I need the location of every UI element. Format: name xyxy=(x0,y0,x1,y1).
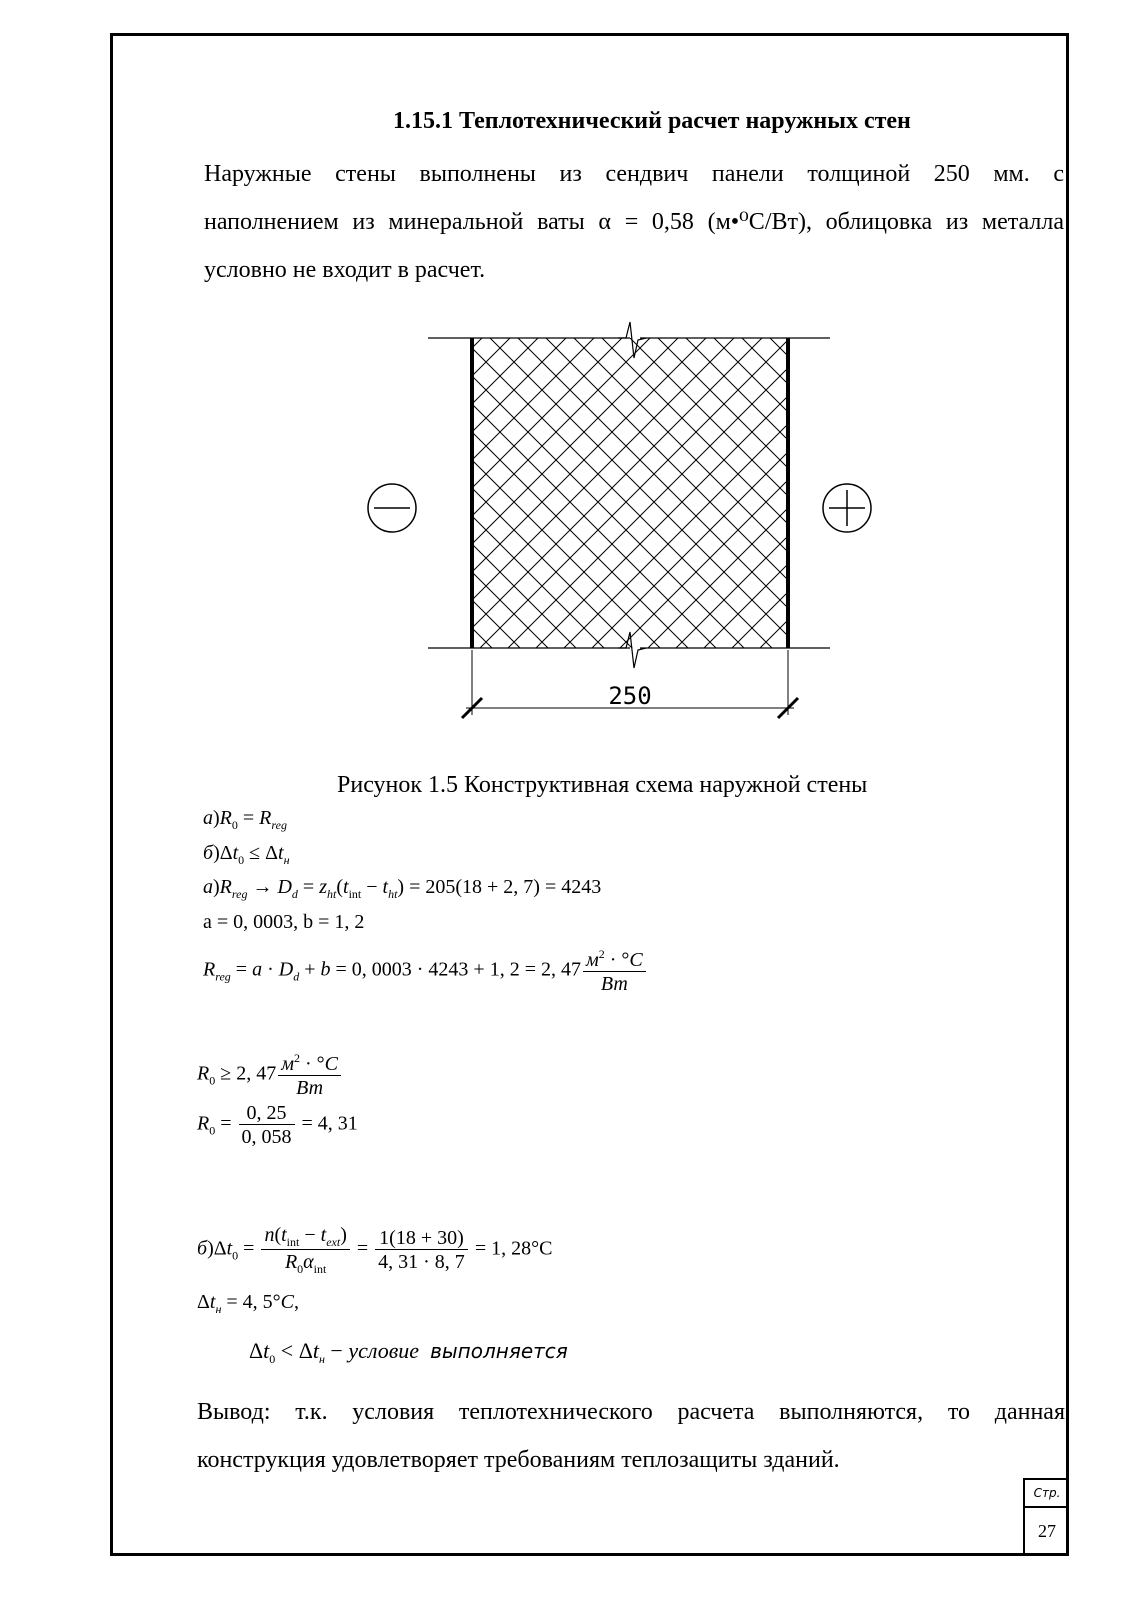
intro-line: Наружные стены выполнены из сендвич панели толщиной 250 мм. с xyxy=(204,161,1064,187)
formula-8-result: = 1, 28°C xyxy=(469,1237,553,1260)
formula-3: $а)R_{reg} \to D_d = z_{ht}(t_{int} - t_{ht}) = 205(18 + 2$, 7) = 4243 xyxy=(203,876,602,901)
formula-10: $\Delta t_0 < \Delta t_н$ − условие выполняется xyxy=(249,1338,568,1366)
intro-line: наполнением из минеральной ваты α = 0,58 (м•⁰С/Вт), облицовка из металла xyxy=(204,209,1064,235)
frac-den: 4, 31 · 8, 7 xyxy=(378,1251,465,1273)
minus-icon xyxy=(368,484,416,532)
conclusion-line: Вывод: т.к. условия теплотехнического расчета выполняются, то данная xyxy=(197,1399,1065,1425)
formula-4: a = 0, 0003, b = 1, 2 xyxy=(203,911,365,933)
formula-8: $б)\Delta t_0$ = $\frac{n(t_{int} - t_{ext})}{R_0\alpha_{int}}$ = $\frac{1(18 + 30)}{4, 31 \cdot 8, 7}$ = 1, 28°C xyxy=(197,1224,553,1276)
conclusion-line: конструкция удовлетворяет требованиям теплозащиты зданий. xyxy=(197,1447,840,1473)
frac-den: 0, 058 xyxy=(241,1126,292,1148)
formula-7-result: = 4, 31 xyxy=(296,1112,358,1135)
plus-icon xyxy=(823,484,871,532)
formula-9: $\Delta t_н = 4$, 5°C, xyxy=(197,1291,300,1316)
page-stamp xyxy=(1023,1478,1069,1556)
frac-num: 0, 25 xyxy=(239,1103,295,1125)
intro-line: условно не входит в расчет. xyxy=(204,257,486,283)
formula-6: $R_0 \ge 2$, 47 $\frac{м^2 \cdot ^\circ C}{Вт}$ xyxy=(197,1052,343,1098)
formula-7: $R_0$ = $\frac{0, 25}{0, 058}$ = 4, 31 xyxy=(197,1102,358,1148)
wall-section-figure xyxy=(360,320,900,740)
formula-1: $а)R_0 = R_{reg}$ xyxy=(203,807,287,832)
conclusion-paragraph xyxy=(197,1388,1065,1484)
frac-num: 1(18 + 30) xyxy=(375,1228,468,1250)
section-heading: 1.15.1 Теплотехнический расчет наружных стен xyxy=(393,108,911,134)
insulation-hatch xyxy=(472,338,788,648)
page-number: 27 xyxy=(1038,1521,1056,1541)
stamp-label: Стр. xyxy=(1025,1478,1069,1508)
intro-paragraph xyxy=(204,150,1064,294)
unit-numerator: $м^2 \cdot ^\circ C$ xyxy=(583,948,646,972)
formula-2: $б)\Delta t_0 \le \Delta t_н$ xyxy=(203,842,290,867)
unit-denominator: Вт xyxy=(600,973,628,995)
formula-10-word: выполняется xyxy=(430,1339,568,1363)
figure-caption: Рисунок 1.5 Конструктивная схема наружной стены xyxy=(337,772,868,798)
dimension-label: 250 xyxy=(608,682,652,710)
formula-5: $R_{reg} = a \cdot D_d + b = 0$, 0003 · 4243 + 1, 2 = 2, 47 $\frac{м^2 \cdot ^\circ C}{Вт}$ xyxy=(203,948,648,994)
